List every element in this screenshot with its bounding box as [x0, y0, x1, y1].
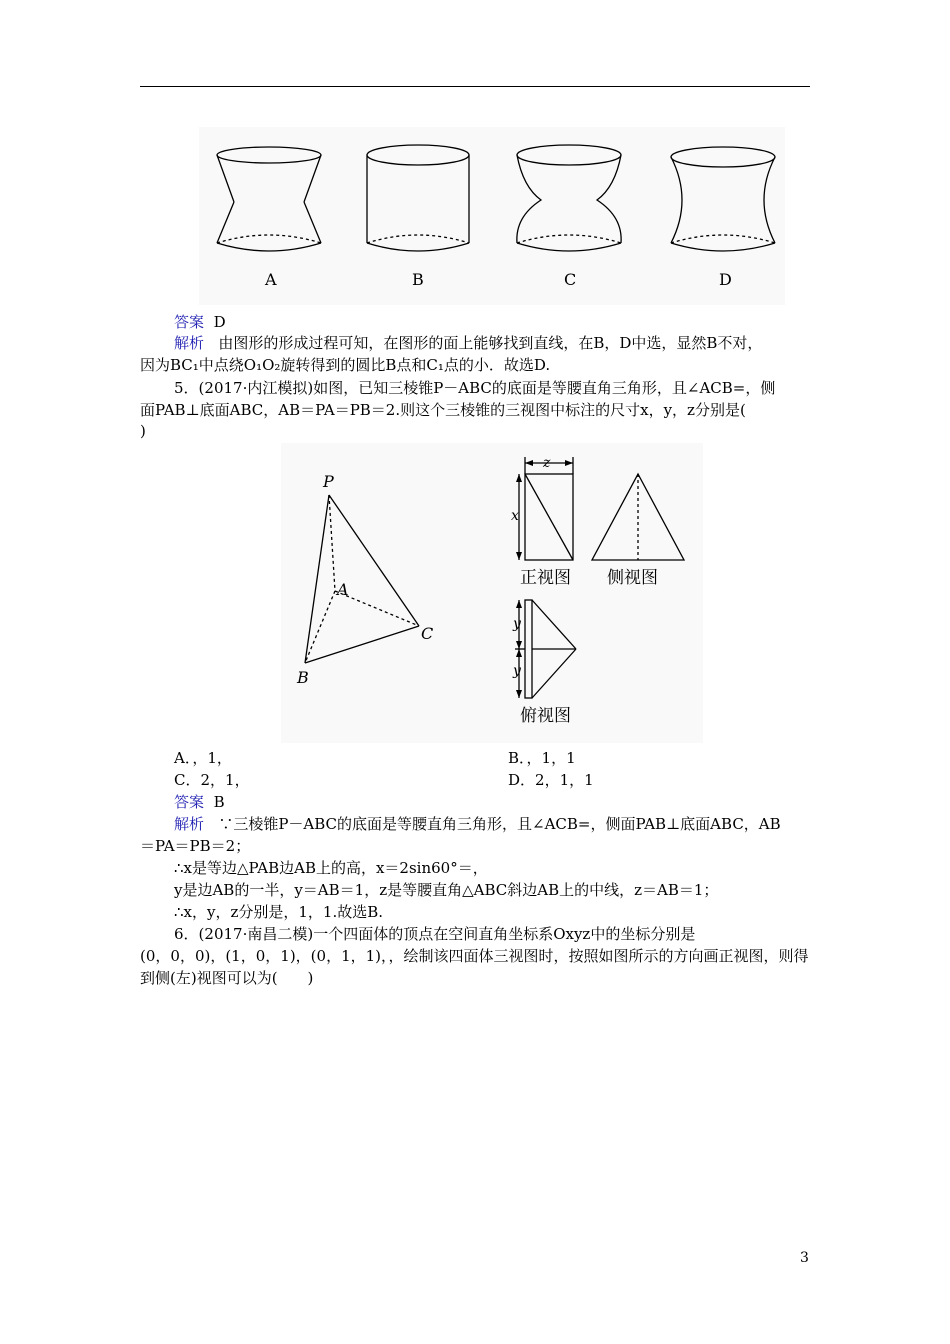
dim-x: x: [511, 508, 519, 524]
vertex-b: B: [297, 668, 309, 687]
vertex-c: C: [421, 624, 434, 643]
solid-c: [517, 145, 621, 251]
analysis-text: ∵三棱锥P－ABC的底面是等腰直角三角形，且∠ACB=，侧面PAB⊥底面ABC，AB: [218, 815, 781, 833]
side-view-label: 侧视图: [607, 568, 658, 588]
answer-value: D: [213, 313, 226, 331]
header-rule: [140, 86, 810, 87]
vertex-a: A: [337, 580, 349, 599]
q5-stem-3: ): [140, 422, 146, 440]
solid-a: [217, 147, 321, 251]
option-c: C．2，1，: [174, 771, 250, 789]
q6-stem-2: (0，0，0)，(1，0，1)，(0，1，1)，，绘制该四面体三视图时，按照如图所示的方向画正视图，则得: [140, 947, 809, 965]
front-view-label: 正视图: [520, 568, 571, 588]
q5-analysis-2: ＝PA＝PB＝2；: [140, 837, 251, 855]
q6-stem-1: 6．(2017·南昌二模)一个四面体的顶点在空间直角坐标系Oxyz中的坐标分别是: [174, 925, 696, 943]
answer-label: 答案: [174, 313, 205, 331]
label-d: D: [719, 270, 732, 289]
label-a: A: [265, 270, 277, 289]
option-a: A．，1，: [174, 749, 232, 767]
q5-analysis-4: y是边AB的一半，y＝AB＝1，z是等腰直角△ABC斜边AB上的中线，z＝AB＝1；: [174, 881, 719, 899]
q5-analysis-3: ∴x是等边△PAB边AB上的高，x＝2sin60°＝，: [174, 859, 488, 877]
option-d: D．2，1，1: [508, 771, 594, 789]
top-view-label: 俯视图: [520, 706, 571, 726]
option-b: B．，1，1: [508, 749, 576, 767]
q5-analysis-1: [174, 814, 781, 834]
q4-answer: [174, 312, 226, 332]
answer-label: 答案: [174, 793, 205, 811]
solids-figure: [199, 127, 785, 305]
dim-y-upper: y: [513, 616, 521, 632]
vertex-p: P: [323, 472, 334, 491]
dim-z: z: [543, 455, 551, 471]
q6-stem-3: 到侧(左)视图可以为( ): [140, 969, 314, 987]
q5-stem-1: 5．(2017·内江模拟)如图，已知三棱锥P－ABC的底面是等腰直角三角形，且∠ACB=，侧: [174, 379, 776, 397]
analysis-text: 由图形的形成过程可知，在图形的面上能够找到直线，在B，D中选，显然B不对，: [218, 334, 763, 352]
q4-analysis-1: [174, 333, 762, 353]
page-number: 3: [800, 1250, 809, 1266]
q5-stem-2: 面PAB⊥底面ABC，AB＝PA＝PB＝2.则这个三棱锥的三视图中标注的尺寸x，y，z分别是(: [140, 401, 746, 419]
q4-analysis-2: 因为BC₁中点绕O₁O₂旋转得到的圆比B点和C₁点的小．故选D.: [140, 356, 551, 374]
q5-analysis-5: ∴x，y，z分别是，1，1.故选B.: [174, 903, 384, 921]
analysis-label: 解析: [174, 815, 205, 833]
pyramid-figure: [281, 443, 703, 743]
solid-b: [367, 145, 469, 251]
solids-svg: [199, 127, 785, 305]
label-c: C: [564, 270, 577, 289]
q5-answer: [174, 792, 225, 812]
pyramid-svg: [281, 443, 703, 743]
answer-value: B: [213, 793, 225, 811]
solid-d: [671, 147, 775, 251]
analysis-label: 解析: [174, 334, 205, 352]
dim-y-lower: y: [513, 663, 521, 679]
label-b: B: [412, 270, 424, 289]
